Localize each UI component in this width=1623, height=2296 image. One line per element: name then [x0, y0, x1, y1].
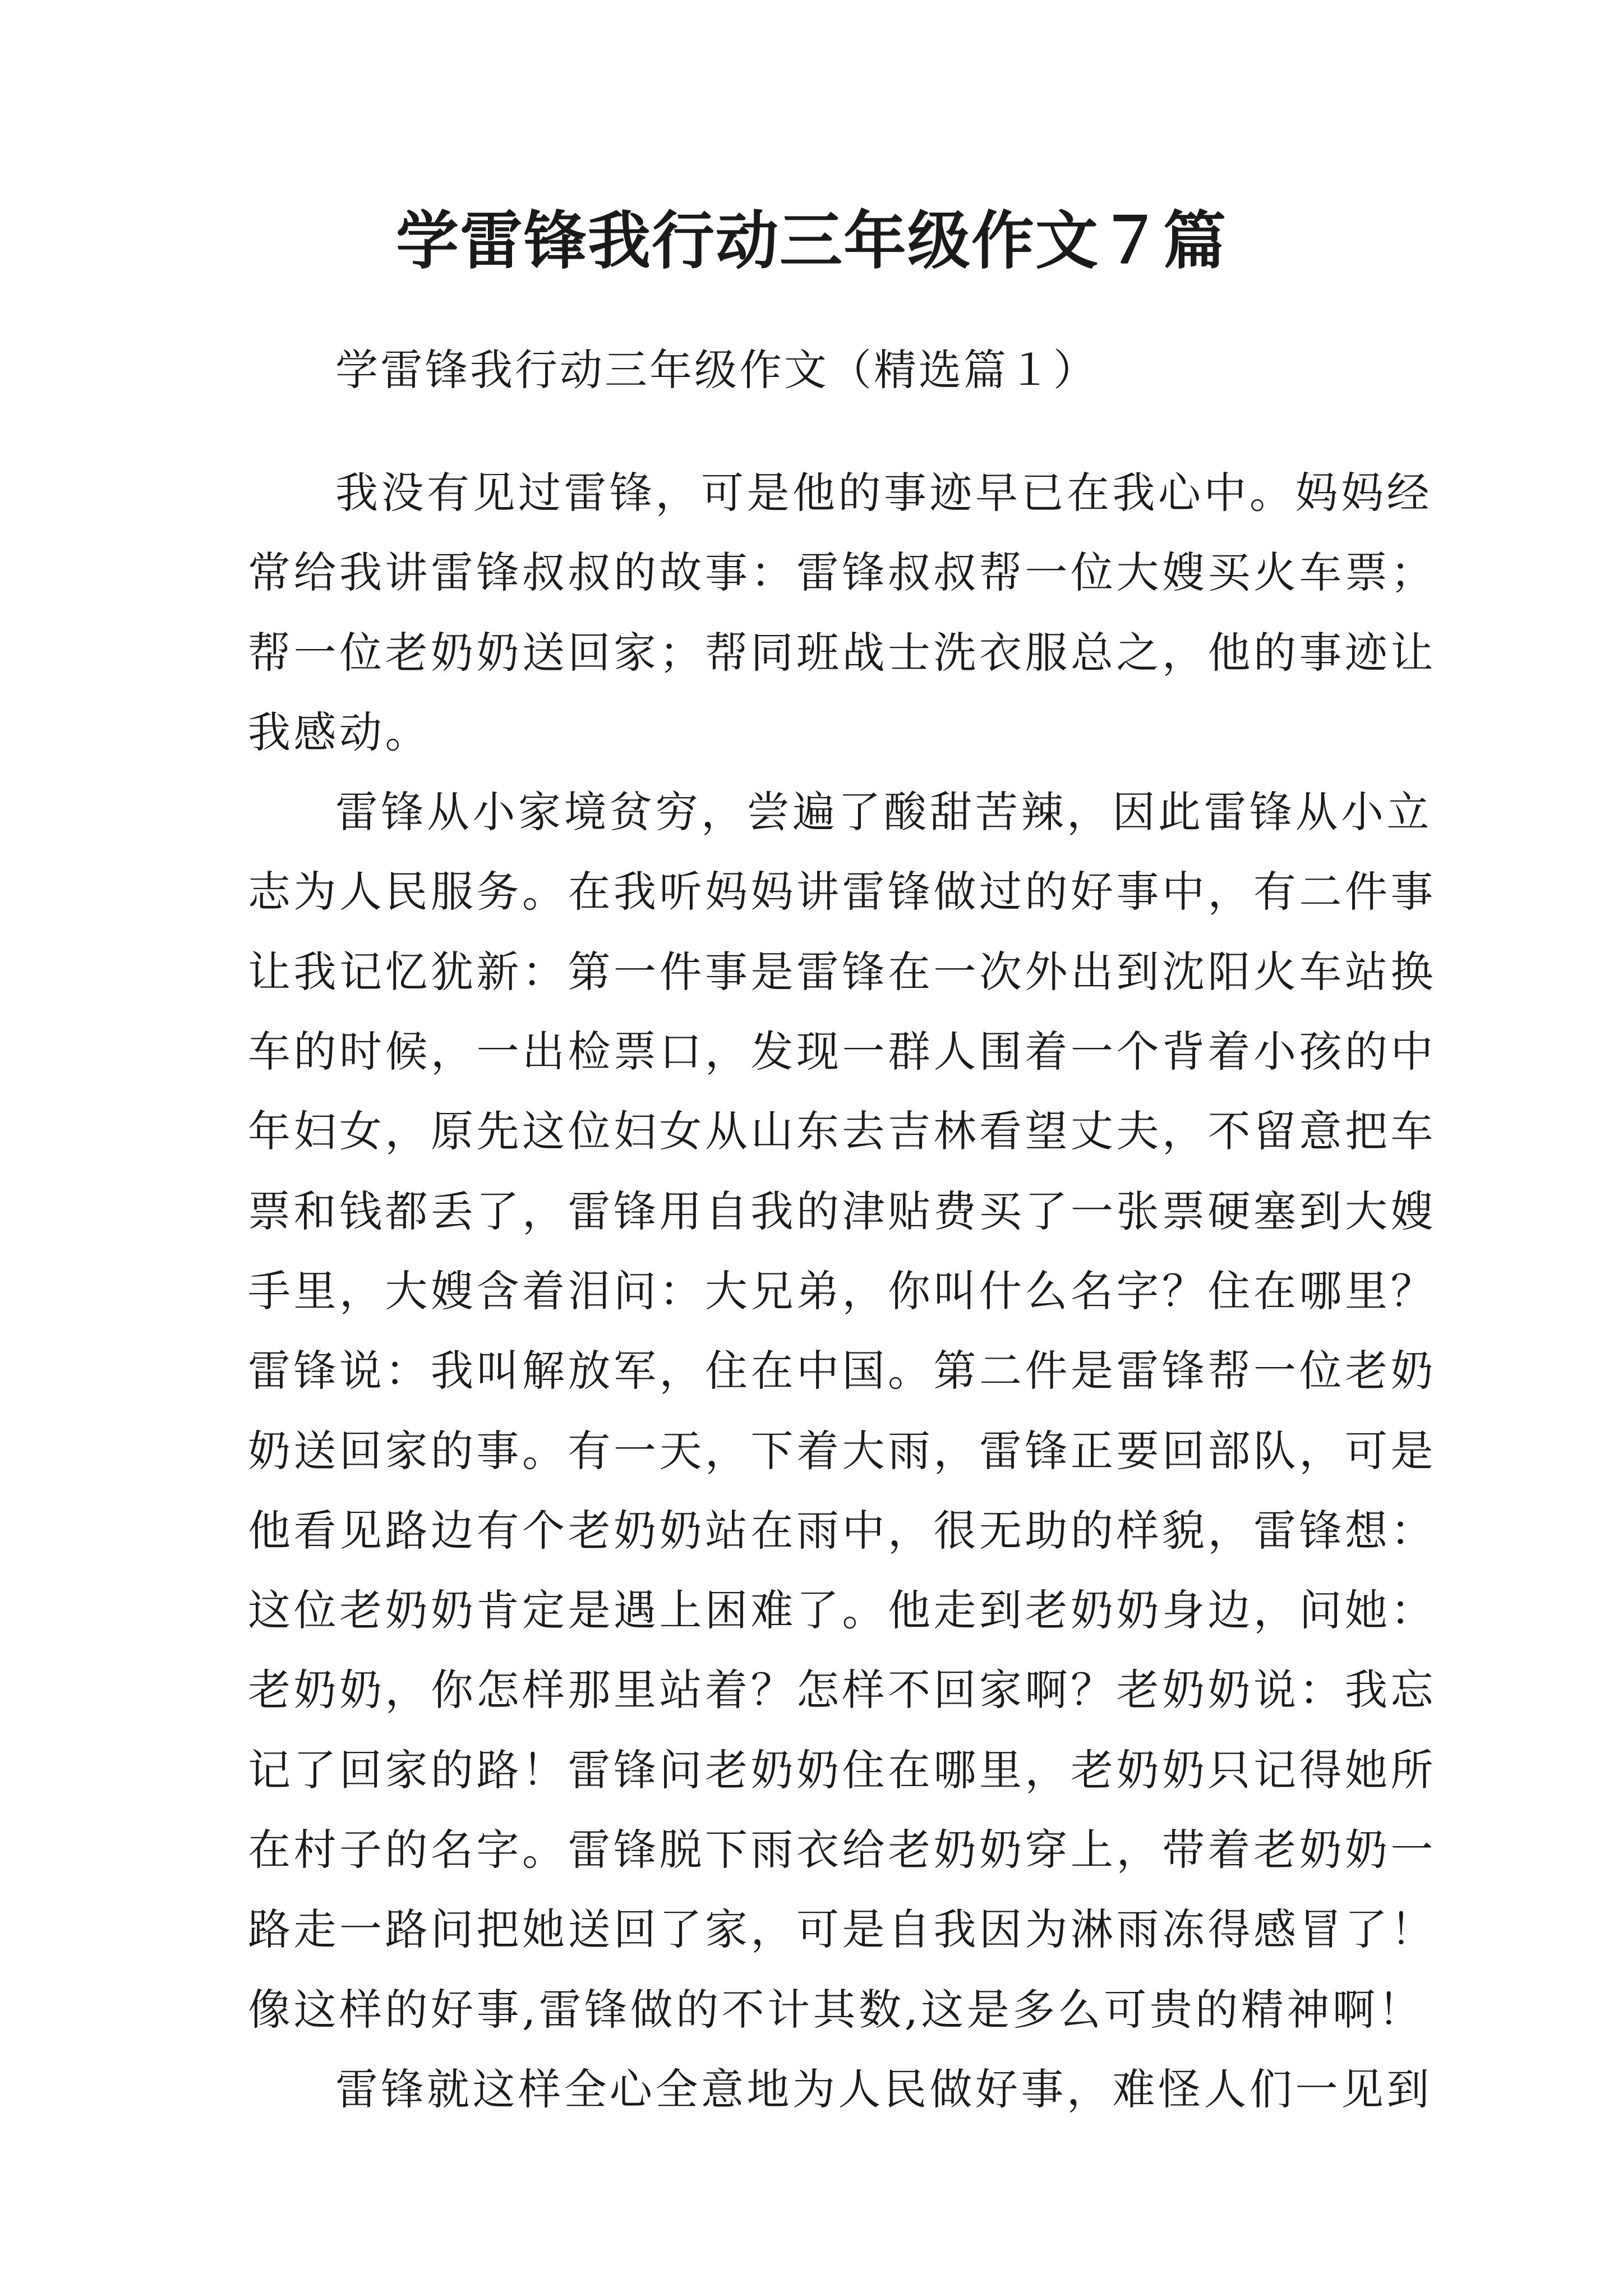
document-body: [0, 453, 1623, 2129]
text-line: 像这样的好事,雷锋做的不计其数,这是多么可贵的精神啊！: [248, 1984, 1424, 2035]
text-line: 常给我讲雷锋叔叔的故事：雷锋叔叔帮一位大嫂买火车票；: [248, 547, 1436, 598]
text-line: 志为人民服务。在我听妈妈讲雷锋做过的好事中，有二件事: [248, 867, 1436, 917]
paragraph-3: [0, 2050, 1623, 2129]
text-line: 手里，大嫂含着泪问：大兄弟，你叫什么名字？住在哪里？: [248, 1266, 1436, 1316]
text-line: 他看见路边有个老奶奶站在雨中，很无助的样貌，雷锋想：: [248, 1505, 1436, 1556]
text-line: 我感动。: [248, 707, 431, 757]
text-line: 年妇女，原先这位妇女从山东去吉林看望丈夫，不留意把车: [248, 1106, 1436, 1157]
text-line: 我没有见过雷锋，可是他的事迹早已在我心中。妈妈经: [335, 468, 1432, 518]
section-heading: 学雷锋我行动三年级作文（精选篇１）: [335, 345, 1098, 395]
paragraph-1: [0, 453, 1623, 772]
text-line: 票和钱都丢了，雷锋用自我的津贴费买了一张票硬塞到大嫂: [248, 1186, 1436, 1236]
text-line: 记了回家的路！雷锋问老奶奶住在哪里，老奶奶只记得她所: [248, 1745, 1436, 1795]
text-line: 路走一路问把她送回了家，可是自我因为淋雨冻得感冒了！: [248, 1904, 1436, 1955]
text-line: 雷锋就这样全心全意地为人民做好事，难怪人们一见到: [335, 2064, 1432, 2114]
text-line: 奶送回家的事。有一天，下着大雨，雷锋正要回部队，可是: [248, 1425, 1436, 1476]
text-line: 老奶奶，你怎样那里站着？怎样不回家啊？老奶奶说：我忘: [248, 1665, 1436, 1715]
text-line: 车的时候，一出检票口，发现一群人围着一个背着小孩的中: [248, 1027, 1436, 1077]
text-line: 雷锋说：我叫解放军，住在中国。第二件是雷锋帮一位老奶: [248, 1346, 1436, 1396]
text-line: 帮一位老奶奶送回家；帮同班战士洗衣服总之，他的事迹让: [248, 627, 1436, 678]
text-line: 雷锋从小家境贫穷，尝遍了酸甜苦辣，因此雷锋从小立: [335, 787, 1432, 838]
text-line: 在村子的名字。雷锋脱下雨衣给老奶奶穿上，带着老奶奶一: [248, 1825, 1436, 1875]
text-line: 让我记忆犹新：第一件事是雷锋在一次外出到沈阳火车站换: [248, 946, 1436, 997]
text-line: 这位老奶奶肯定是遇上困难了。他走到老奶奶身边，问她：: [248, 1585, 1436, 1636]
paragraph-2: [0, 772, 1623, 2050]
document-title: 学雷锋我行动三年级作文７篇: [396, 204, 1227, 278]
